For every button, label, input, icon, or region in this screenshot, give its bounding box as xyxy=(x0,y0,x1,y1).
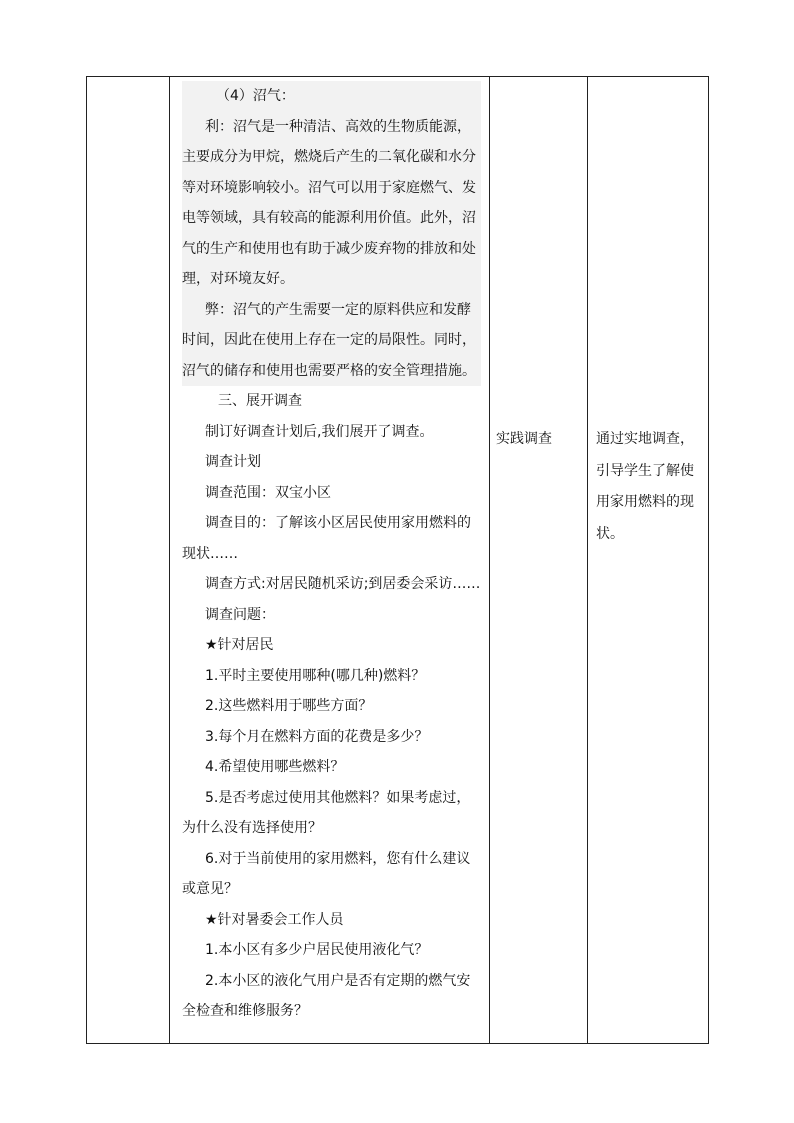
survey-heading: 三、展开调查 xyxy=(218,393,302,409)
resident-question: 5.是否考虑过使用其他燃料？如果考虑过，为什么没有选择使用？ xyxy=(182,789,471,836)
design-intent: 通过实地调查，引导学生了解使用家用燃料的现状。 xyxy=(596,431,694,542)
committee-question: 2.本小区的液化气用户是否有定期的燃气安全检查和维修服务？ xyxy=(182,972,471,1019)
survey-intro: 制订好调查计划后,我们展开了调查。 xyxy=(205,423,434,440)
resident-question: 6.对于当前使用的家用燃料，您有什么建议或意见？ xyxy=(182,850,471,897)
teaching-content-cell xyxy=(170,77,490,1044)
survey-purpose: 调查目的：了解该小区居民使用家用燃料的现状…… xyxy=(182,515,471,562)
biogas-pros: 利：沼气是一种清洁、高效的生物质能源，主要成分为甲烷，燃烧后产生的二氧化碳和水分等对环境影响较小。沼气可以用于家庭燃气、发电等领域，具有较高的能源利用价值。此外，沼气的生产和使用也有助于减少废弃物的排放和处理，对环境友好。 xyxy=(182,118,476,287)
survey-method: 调查方式:对居民随机采访;到居委会采访…… xyxy=(205,576,481,592)
resident-question: 3.每个月在燃料方面的花费是多少？ xyxy=(205,728,429,745)
stage-cell xyxy=(87,77,170,1044)
survey-questions-title: 调查问题： xyxy=(205,606,275,623)
activity-label: 实践调查 xyxy=(496,431,552,447)
table-row xyxy=(87,77,709,1044)
biogas-title: （4）沼气： xyxy=(216,88,295,104)
activity-cell xyxy=(490,77,588,1044)
resident-question: 2.这些燃料用于哪些方面？ xyxy=(205,698,373,714)
biogas-section xyxy=(182,81,481,386)
resident-question: 1.平时主要使用哪种(哪几种)燃料？ xyxy=(205,667,426,684)
biogas-cons: 弊：沼气的产生需要一定的原料供应和发酵时间，因此在使用上存在一定的局限性。同时，沼气的储存和使用也需要严格的安全管理措施。 xyxy=(182,301,476,379)
intent-cell xyxy=(588,77,709,1044)
resident-question: 4.希望使用哪些燃料？ xyxy=(205,759,345,775)
committee-title: ★针对暑委会工作人员 xyxy=(205,911,344,928)
residents-title: ★针对居民 xyxy=(205,637,274,653)
committee-question: 1.本小区有多少户居民使用液化气？ xyxy=(205,942,429,958)
survey-plan-title: 调查计划 xyxy=(205,454,261,470)
survey-scope: 调查范围：双宝小区 xyxy=(205,484,331,501)
lesson-plan-table xyxy=(86,76,709,1044)
